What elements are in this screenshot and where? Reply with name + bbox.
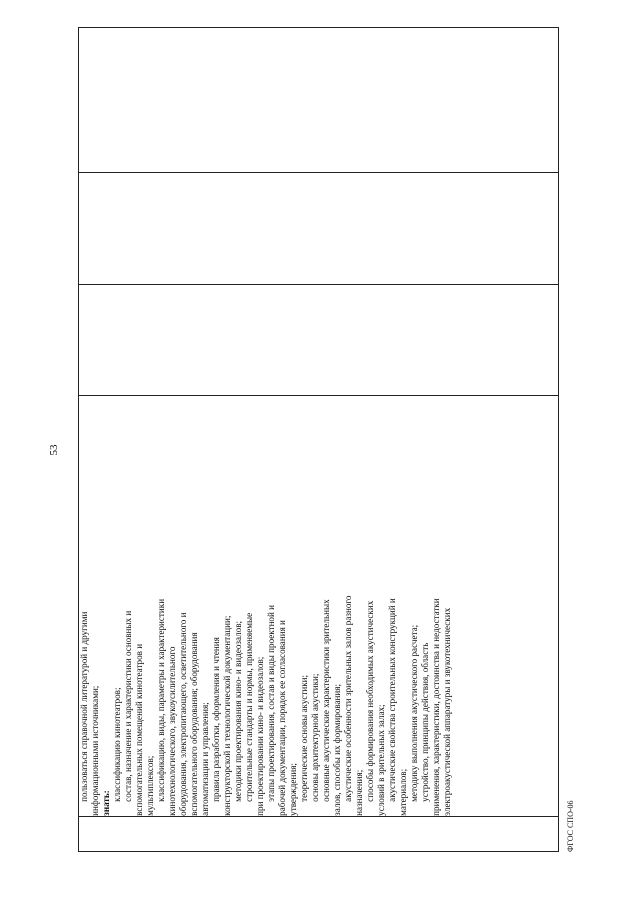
- requirement-line: основы архитектурной акустики;: [310, 673, 320, 802]
- rotated-page: [78, 27, 575, 852]
- requirement-line: условий в зрительных залах;: [376, 704, 386, 816]
- requirement-line: основные акустические характеристики зрительных: [321, 599, 331, 802]
- requirement-line: назначения;: [354, 769, 364, 816]
- requirement-line: способы формирования необходимых акустических: [365, 600, 375, 802]
- requirement-line: рабочей документации, порядок ее согласования и: [277, 620, 287, 816]
- requirement-line: акустические особенности зрительных залов разного: [343, 595, 353, 802]
- table-cell-codes: [79, 28, 559, 173]
- requirement-line: методику выполнения акустического расчета;: [409, 624, 419, 802]
- requirement-line: кинотехнологического, звукоусилительного: [167, 646, 177, 816]
- requirements-list: [79, 396, 453, 816]
- footer-code: ФГОС СПО-06: [566, 800, 575, 852]
- table-cell-hours-2: [79, 173, 559, 284]
- requirement-line: утверждения;: [288, 763, 298, 816]
- requirement-line: классификацию кинотеатров;: [112, 687, 122, 802]
- requirement-line: вспомогательного оборудования; оборудования: [189, 632, 199, 816]
- requirement-line: электроакустической аппаратуры и звукотехнических: [442, 607, 452, 816]
- requirement-line: состав, назначение и характеристики основных и: [123, 610, 133, 802]
- requirement-line: оборудования, электропитающего, осветительного и: [178, 612, 188, 816]
- requirement-line: методики проектирования кино- и видеозалов;: [233, 620, 243, 802]
- requirement-line: конструкторской и технологической документации;: [222, 615, 232, 816]
- requirement-line: залов, способы их формирования;: [332, 684, 342, 816]
- requirement-line: мультиплексов;: [145, 755, 155, 816]
- requirement-line: автоматизации и управления;: [200, 702, 210, 816]
- requirement-line: информационными источниками;: [90, 685, 100, 816]
- requirement-line: классификацию, виды, параметры и характеристики: [156, 598, 166, 802]
- requirement-line: этапы проектирования, состав и виды проектной и: [266, 605, 276, 802]
- requirement-line: строительные стандарты и нормы, применяемые: [244, 612, 254, 802]
- requirement-line: знать:: [101, 790, 111, 816]
- requirement-line: правила разработки, оформления и чтения: [211, 637, 221, 802]
- requirement-line: применения, характеристики, достоинства и недостатки: [431, 598, 441, 816]
- requirement-line: при проектировании кино- и видеозалов;: [255, 656, 265, 816]
- requirements-cell: [79, 395, 559, 816]
- requirement-line: акустические свойства строительных конструкций и: [387, 598, 397, 802]
- table-cell-hours: [79, 284, 559, 395]
- requirement-line: пользоваться справочной литературой и другими: [79, 611, 89, 802]
- page-number: 53: [48, 444, 60, 456]
- table-cell-index: [79, 816, 559, 851]
- requirement-line: теоретические основы акустики;: [299, 674, 309, 802]
- curriculum-table: [78, 27, 559, 852]
- table-row: [79, 28, 559, 852]
- requirement-line: вспомогательных помещений кинотеатров и: [134, 643, 144, 816]
- requirement-line: устройство, принципы действия, область: [420, 642, 430, 802]
- requirement-line: материалов;: [398, 768, 408, 816]
